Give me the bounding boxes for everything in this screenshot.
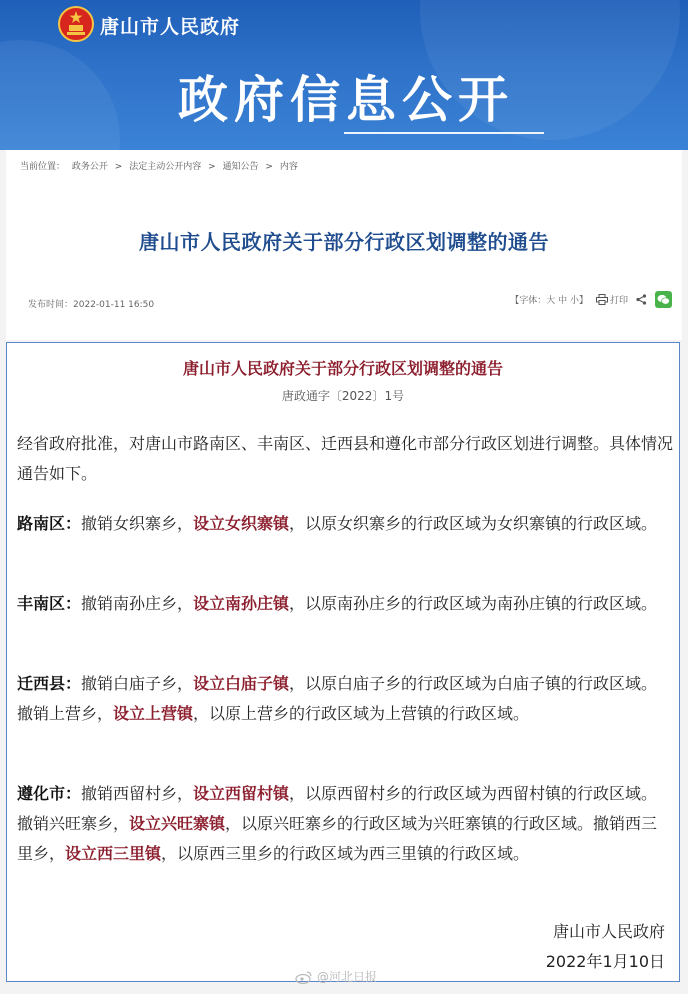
section-qianxi [17,669,673,729]
section-fengnan [17,589,673,619]
section-highlight: 设立南孙庄镇 [193,594,290,613]
banner-underline [344,132,544,134]
publish-time: 2022-01-11 16:50 [73,300,155,310]
section-text: ，以原南孙庄乡的行政区域为南孙庄镇的行政区域。 [289,594,658,613]
watermark [295,968,377,985]
print-label: 打印 [609,296,628,306]
font-size-control[interactable]: 【字体：大 中 小】 [510,296,588,306]
section-lunan [17,509,673,539]
section-text: ，以原兴旺寨乡的行政区域为兴旺寨镇的行政区域。撤销西三里乡， [17,814,658,863]
section-highlight: 设立西三里镇 [65,844,162,863]
breadcrumb-item-content: 内容 [279,162,298,172]
article-header-card [6,150,682,340]
section-highlight: 设立西留村镇 [193,784,290,803]
notice-doc-number: 唐政通字〔2022〕1号 [281,389,405,403]
breadcrumb-separator: > [208,162,216,172]
publish-info [28,297,154,310]
weibo-icon [295,970,313,984]
wechat-bubble-icon [657,294,670,305]
share-icon[interactable] [636,294,647,305]
signatory: 唐山市人民政府 [552,922,665,941]
banner-decoration [0,40,120,150]
section-text: ，以原女织寨乡的行政区域为女织寨镇的行政区域。 [289,514,658,533]
print-button[interactable] [596,293,628,306]
breadcrumb-prefix: 当前位置： [20,162,66,172]
section-label: 迁西县： [17,674,82,693]
section-label: 丰南区： [17,594,82,613]
section-zunhua [17,779,673,869]
section-text: ，以原西留村乡的行政区域为西留村镇的行政区域。撤销兴旺寨乡， [17,784,658,833]
page-body [0,150,688,994]
breadcrumb-item-statutory[interactable]: 法定主动公开内容 [129,162,202,172]
notice-date: 2022年1月10日 [545,952,665,971]
section-highlight: 设立女织寨镇 [193,514,290,533]
section-text: 撤销女织寨乡， [81,514,194,533]
section-text: ，以原上营乡的行政区域为上营镇的行政区域。 [193,704,530,723]
section-label: 路南区： [17,514,82,533]
printer-icon [596,294,608,305]
section-text: 撤销南孙庄乡， [81,594,194,613]
section-label: 遵化市： [17,784,82,803]
breadcrumb-separator: > [265,162,273,172]
article-title: 唐山市人民政府关于部分行政区划调整的通告 [139,230,549,254]
breadcrumb [20,159,302,172]
section-text: 撤销西留村乡， [81,784,194,803]
breadcrumb-item-notices[interactable]: 通知公告 [222,162,259,172]
breadcrumb-separator: > [114,162,123,172]
section-text: ，以原白庙子乡的行政区域为白庙子镇的行政区域。撤销上营乡， [17,674,658,723]
national-emblem-icon [58,6,94,42]
watermark-text: @河北日报 [317,970,378,984]
article-tools [510,291,672,308]
notice-title: 唐山市人民政府关于部分行政区划调整的通告 [182,359,503,378]
wechat-share-icon[interactable] [655,291,672,308]
header-banner [0,0,688,150]
notice-document [6,342,680,982]
publish-label: 发布时间： [28,300,74,310]
section-text: ，以原西三里乡的行政区域为西三里镇的行政区域。 [161,844,530,863]
breadcrumb-item-gov-affairs[interactable]: 政务公开 [71,162,108,172]
section-text: 撤销白庙子乡， [81,674,194,693]
section-highlight: 设立白庙子镇 [193,674,290,693]
section-highlight: 设立上营镇 [113,704,194,723]
site-name[interactable]: 唐山市人民政府 [100,16,241,38]
notice-intro: 经省政府批准，对唐山市路南区、丰南区、迁西县和遵化市部分行政区划进行调整。具体情况通告如下。 [17,434,674,483]
section-highlight: 设立兴旺寨镇 [129,814,226,833]
banner-title: 政府信息公开 [178,71,514,129]
